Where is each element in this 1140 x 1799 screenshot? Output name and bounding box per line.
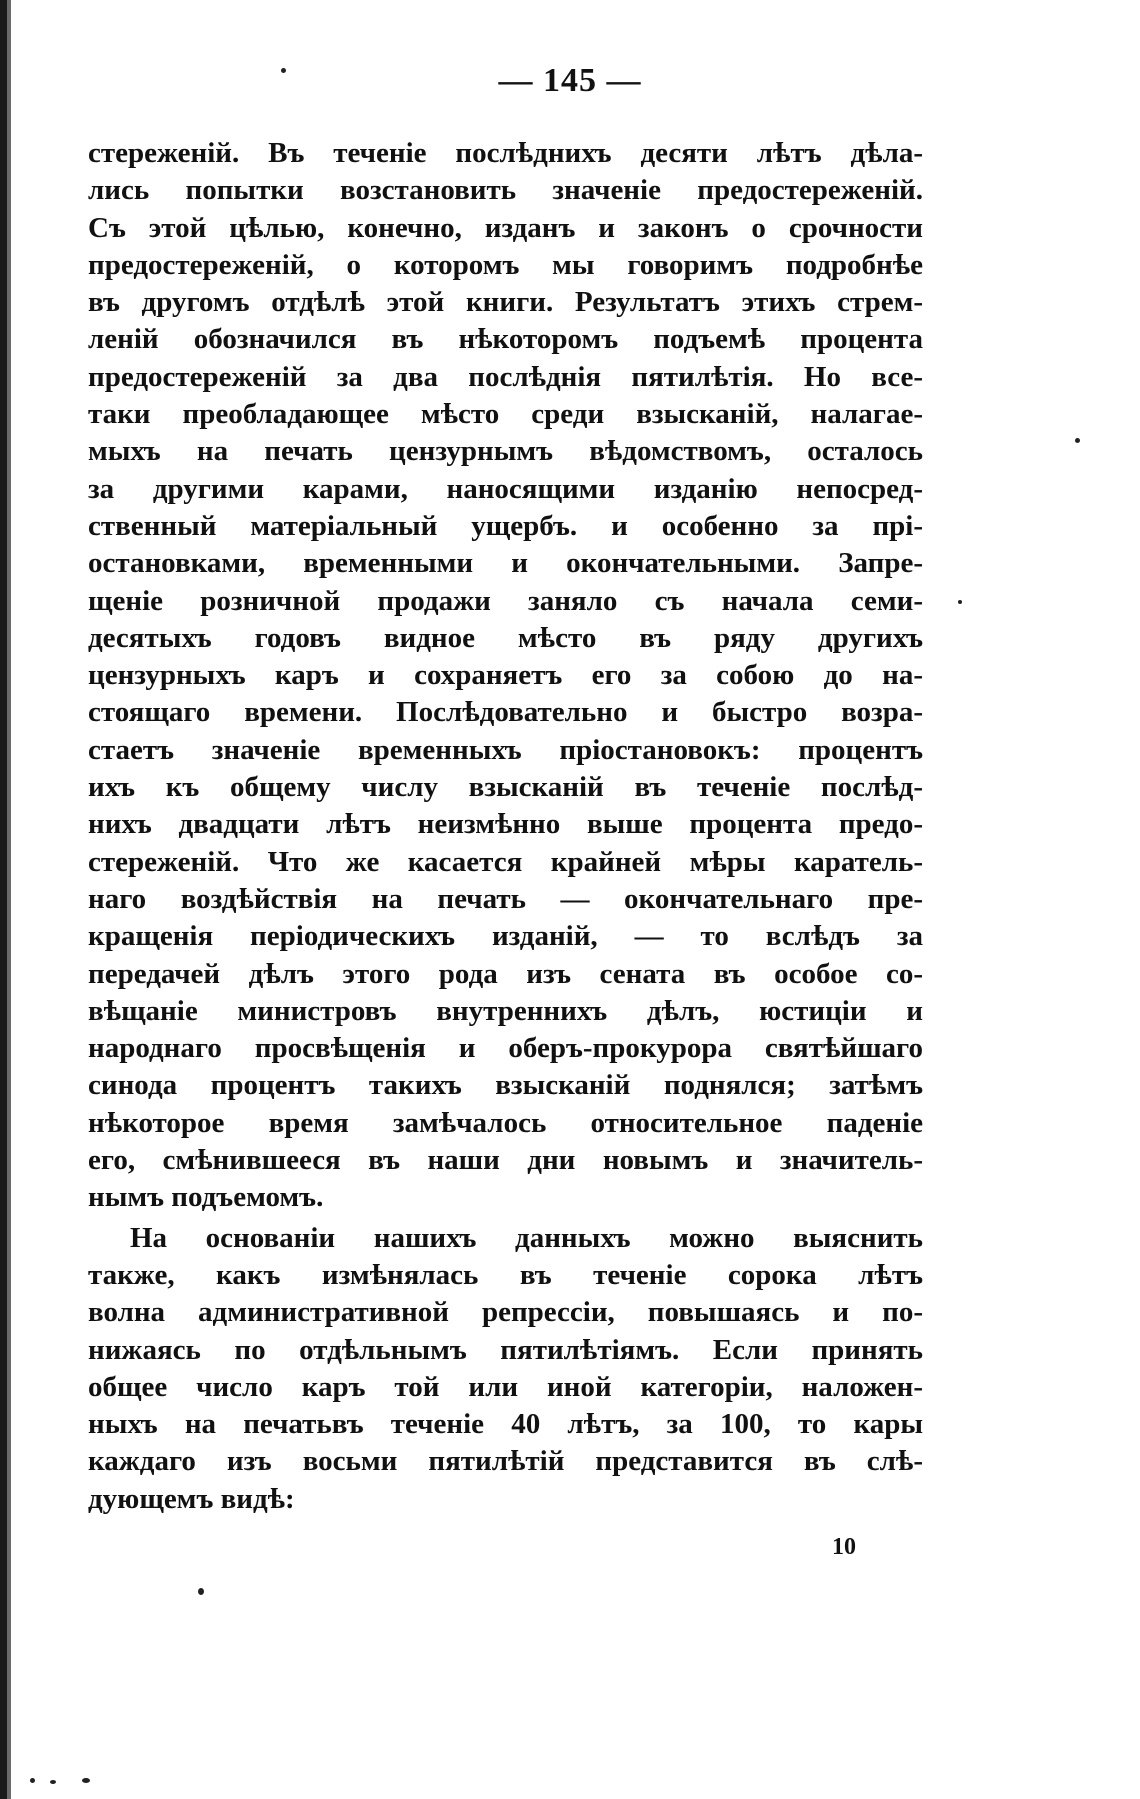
text-line: остановками, временными и окончательными. Запре- xyxy=(88,547,923,580)
ink-speck xyxy=(50,1780,56,1784)
text-line: за другими карами, наносящими изданію непосред- xyxy=(88,472,923,505)
text-line: передачей дѣлъ этого рода изъ сената въ особое со- xyxy=(88,957,923,990)
text-line: десятыхъ годовъ видное мѣсто въ ряду другихъ xyxy=(88,621,923,654)
text-line: стаетъ значеніе временныхъ пріостановокъ: процентъ xyxy=(88,733,923,766)
text-line: каждаго изъ восьми пятилѣтій представится въ слѣ- xyxy=(88,1445,923,1478)
text-line: нымъ подъемомъ. xyxy=(88,1181,324,1214)
text-line: волна административной репрессіи, повышаясь и по- xyxy=(88,1296,923,1329)
page-number-header: — 145 — xyxy=(498,62,642,99)
text-line: стереженій. Что же касается крайней мѣры каратель- xyxy=(88,845,923,878)
text-line: нихъ двадцати лѣтъ неизмѣнно выше процента предо- xyxy=(88,808,923,841)
text-line: мыхъ на печать цензурнымъ вѣдомствомъ, осталось xyxy=(88,435,923,468)
text-line: На основаніи нашихъ данныхъ можно выяснить xyxy=(130,1221,923,1254)
text-line: Съ этой цѣлью, конечно, изданъ и законъ о срочности xyxy=(88,211,923,244)
text-line: леній обозначился въ нѣкоторомъ подъемѣ процента xyxy=(88,323,923,356)
ink-speck xyxy=(958,600,962,604)
text-line: щеніе розничной продажи заняло съ начала семи- xyxy=(88,584,923,617)
ink-speck xyxy=(30,1778,35,1783)
text-line: предостереженій, о которомъ мы говоримъ подробнѣе xyxy=(88,248,923,281)
ink-speck xyxy=(82,1778,90,1783)
text-line: вѣщаніе министровъ внутреннихъ дѣлъ, юстиціи и xyxy=(88,994,923,1027)
paragraph-1 xyxy=(88,135,923,1217)
text-line: также, какъ измѣнялась въ теченіе сорока лѣтъ xyxy=(88,1258,923,1291)
text-line: стереженій. Въ теченіе послѣднихъ десяти лѣтъ дѣла- xyxy=(88,137,923,169)
text-line: наго воздѣйствія на печать — окончательнаго пре- xyxy=(88,882,923,915)
text-line: дующемъ видѣ: xyxy=(88,1482,295,1515)
text-line: нижаясь по отдѣльнымъ пятилѣтіямъ. Если принять xyxy=(88,1333,923,1366)
text-line: синода процентъ такихъ взысканій поднялся; затѣмъ xyxy=(88,1069,923,1102)
text-line: его, смѣнившееся въ наши дни новымъ и значитель- xyxy=(88,1144,923,1177)
signature-mark: 10 xyxy=(832,1534,856,1560)
page-binding-edge xyxy=(0,0,7,1799)
text-line: нѣкоторое время замѣчалось относительное паденіе xyxy=(88,1106,923,1139)
ink-speck xyxy=(1075,438,1080,443)
text-line: кращенія періодическихъ изданій, — то вслѣдъ за xyxy=(88,920,923,953)
ink-speck xyxy=(198,1588,204,1595)
text-line: цензурныхъ каръ и сохраняетъ его за собою до на- xyxy=(88,659,923,692)
text-line: общее число каръ той или иной категоріи, наложен- xyxy=(88,1370,923,1403)
text-line: ственный матеріальный ущербъ. и особенно за прі- xyxy=(88,509,923,542)
text-line: таки преобладающее мѣсто среди взысканій, налагае- xyxy=(88,398,923,431)
text-line: предостереженій за два послѣднія пятилѣтія. Но все- xyxy=(88,360,923,393)
text-line: лись попытки возстановить значеніе предостереженій. xyxy=(88,174,923,207)
text-line: народнаго просвѣщенія и оберъ-прокурора святѣйшаго xyxy=(88,1032,923,1065)
text-line: стоящаго времени. Послѣдовательно и быстро возра- xyxy=(88,696,923,729)
page-binding-shadow xyxy=(7,0,11,1799)
text-line: въ другомъ отдѣлѣ этой книги. Результатъ этихъ стрем- xyxy=(88,286,923,319)
text-line: ныхъ на печатьвъ теченіе 40 лѣтъ, за 100, то кары xyxy=(88,1408,923,1441)
body-text xyxy=(88,135,923,1518)
paragraph-2 xyxy=(88,1220,923,1518)
text-line: ихъ къ общему числу взысканій въ теченіе послѣд- xyxy=(88,771,923,804)
